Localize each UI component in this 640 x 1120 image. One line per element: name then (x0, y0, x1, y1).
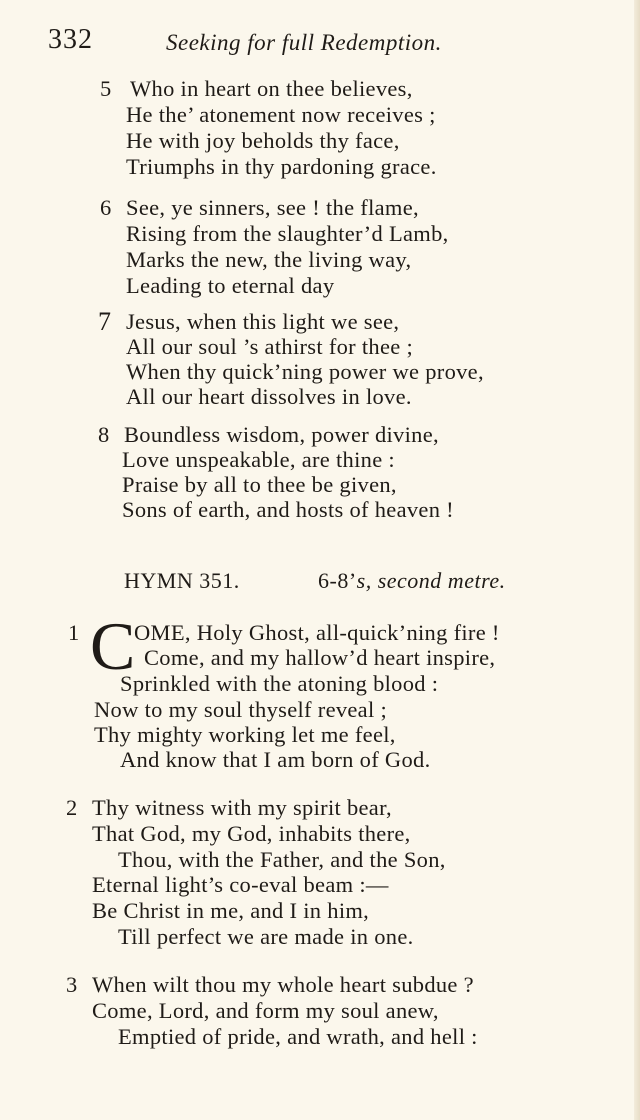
stanza-number: 1 (68, 620, 80, 645)
verse-line: And know that I am born of God. (120, 747, 431, 772)
verse-line: Sprinkled with the atoning blood : (120, 671, 439, 696)
verse-line: Sons of earth, and hosts of heaven ! (122, 497, 454, 522)
verse-line: Thy mighty working let me feel, (94, 722, 396, 747)
running-title: Seeking for full Redemption. (166, 30, 442, 55)
stanza-number: 8 (98, 422, 110, 447)
verse-line: OME, Holy Ghost, all-quick’ning fire ! (134, 620, 500, 645)
verse-line: That God, my God, inhabits there, (92, 821, 411, 846)
verse-line: Jesus, when this light we see, (126, 309, 400, 334)
stanza-number: 2 (66, 795, 78, 820)
hymn-heading (124, 568, 506, 594)
verse-line: See, ye sinners, see ! the flame, (126, 195, 419, 220)
verse-line: When wilt thou my whole heart subdue ? (92, 972, 474, 997)
drop-cap: C (90, 608, 136, 684)
metre-text: s, second metre. (356, 568, 506, 593)
verse-line: Rising from the slaughter’d Lamb, (126, 221, 449, 246)
stanza-number: 7 (98, 307, 111, 336)
stanza-number: 3 (66, 972, 78, 997)
verse-line: Love unspeakable, are thine : (122, 447, 395, 472)
verse-line: Triumphs in thy pardoning grace. (126, 154, 437, 179)
stanza-number: 5 (100, 76, 112, 101)
verse-line: Be Christ in me, and I in him, (92, 898, 370, 923)
verse-line: Now to my soul thyself reveal ; (94, 697, 387, 722)
verse-line: Eternal light’s co-eval beam :— (92, 872, 389, 897)
page-edge (634, 0, 640, 1120)
verse-line: He with joy beholds thy face, (126, 128, 400, 153)
verse-line: Come, Lord, and form my soul anew, (92, 998, 439, 1023)
verse-line: Come, and my hallow’d heart inspire, (144, 645, 496, 670)
verse-line: Till perfect we are made in one. (118, 924, 414, 949)
verse-line: Emptied of pride, and wrath, and hell : (118, 1024, 478, 1049)
verse-line: Boundless wisdom, power divine, (124, 422, 439, 447)
verse-line: When thy quick’ning power we prove, (126, 359, 484, 384)
verse-line: Praise by all to thee be given, (122, 472, 397, 497)
page-number: 332 (48, 24, 93, 55)
verse-line: Leading to eternal day (126, 273, 335, 298)
hymn-title: HYMN 351. (124, 568, 240, 593)
verse-line: Marks the new, the living way, (126, 247, 412, 272)
page-header (48, 24, 608, 64)
verse-line: Thou, with the Father, and the Son, (118, 847, 446, 872)
metre-number: 6-8’ (318, 568, 357, 593)
verse-line: All our soul ’s athirst for thee ; (126, 334, 414, 359)
hymn-metre (318, 568, 506, 594)
verse-line: Thy witness with my spirit bear, (92, 795, 392, 820)
verse-line: He the’ atonement now receives ; (126, 102, 436, 127)
stanza-number: 6 (100, 195, 112, 220)
verse-line: Who in heart on thee believes, (130, 76, 413, 101)
verse-line: All our heart dissolves in love. (126, 384, 412, 409)
